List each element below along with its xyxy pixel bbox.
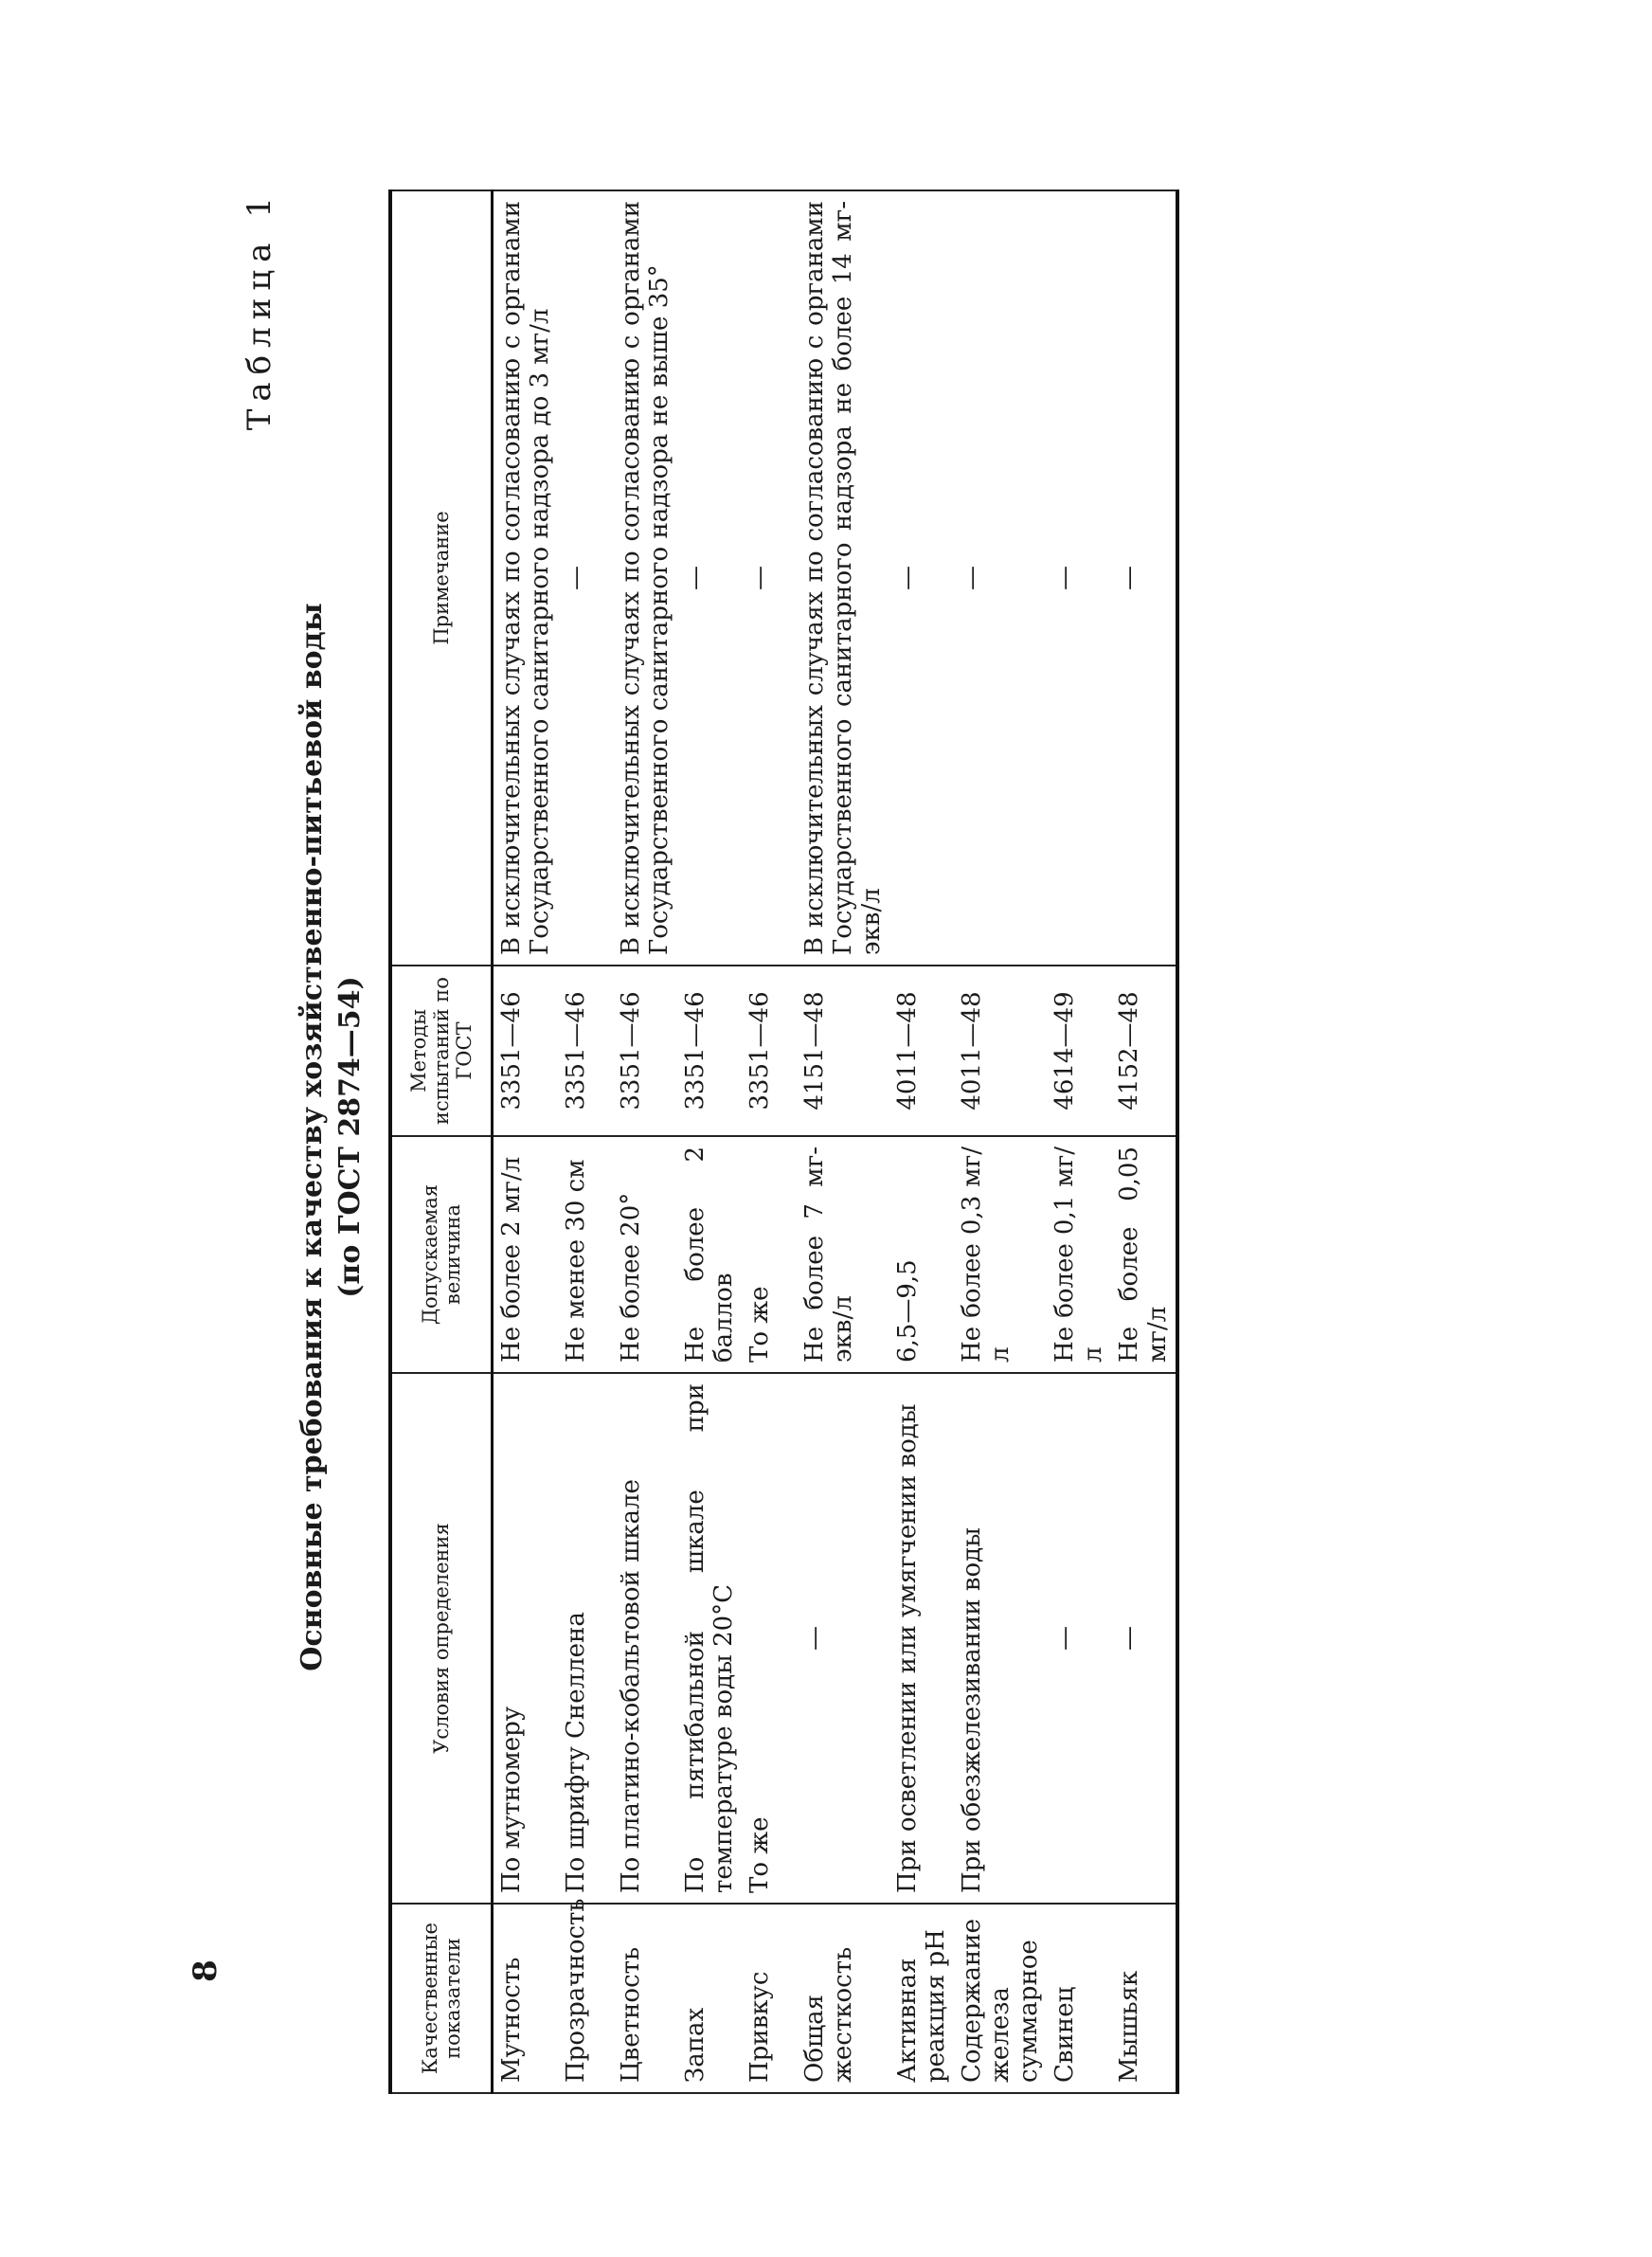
table-label: Таблица 1 — [241, 190, 278, 431]
title-line-1: Основные требования к качеству хозяйственно-питьевой воды — [296, 603, 329, 1671]
rotated-table-block — [227, 161, 1402, 2113]
cell-condition: По мутномеру — [493, 1373, 559, 1904]
cell-indicator: Запах — [677, 1904, 742, 2093]
cell-value: Не более 2 мг/л — [493, 1136, 559, 1373]
cell-method: 3351—46 — [558, 966, 613, 1136]
cell-indicator: Привкус — [742, 1904, 797, 2093]
cell-condition: По шрифту Снеллена — [558, 1373, 613, 1904]
cell-method: 4011—48 — [954, 966, 1047, 1136]
page-number: 8 — [186, 1959, 224, 1982]
cell-note: — — [1047, 190, 1111, 966]
cell-indicator: Цветность — [613, 1904, 677, 2093]
cell-method: 4614—49 — [1047, 966, 1111, 1136]
header-method: Методы испытаний по ГОСТ — [390, 966, 493, 1136]
header-condition: Условия определения — [390, 1373, 493, 1904]
table-row — [954, 190, 1047, 2093]
cell-note: — — [954, 190, 1047, 966]
cell-value: Не менее 30 см — [558, 1136, 613, 1373]
cell-indicator: Свинец — [1047, 1904, 1111, 2093]
cell-note: — — [889, 190, 954, 966]
table-row — [1111, 190, 1177, 2093]
table-row — [1047, 190, 1111, 2093]
table-header-row — [390, 190, 493, 2093]
cell-value: Не более 20° — [613, 1136, 677, 1373]
cell-condition: При обезжелезивании воды — [954, 1373, 1047, 1904]
cell-indicator: Активная реакция рН — [889, 1904, 954, 2093]
cell-method: 4011—48 — [889, 966, 954, 1136]
table-row — [613, 190, 677, 2093]
cell-indicator: Мутность — [493, 1904, 559, 2093]
cell-method: 3351—46 — [613, 966, 677, 1136]
cell-value: Не более 2 баллов — [677, 1136, 742, 1373]
cell-condition: — — [797, 1373, 889, 1904]
cell-note: В исключительных случаях по согласованию с органами Государственного санитарного надзора до 3 мг/л — [493, 190, 559, 966]
cell-value: Не более 0,05 мг/л — [1111, 1136, 1177, 1373]
cell-condition: По платино-кобальтовой шкале — [613, 1373, 677, 1904]
table-row — [742, 190, 797, 2093]
cell-condition: — — [1047, 1373, 1111, 1904]
cell-indicator: Общая жесткость — [797, 1904, 889, 2093]
table-title — [294, 161, 369, 2113]
cell-method: 3351—46 — [742, 966, 797, 1136]
cell-note: — — [677, 190, 742, 966]
table-body — [493, 190, 1178, 2093]
table-row — [889, 190, 954, 2093]
requirements-table — [388, 190, 1179, 2094]
cell-value: 6,5—9,5 — [889, 1136, 954, 1373]
cell-note: В исключительных случаях по согласованию с органами Государственного санитарного надзора не более 14 мг-экв/л — [797, 190, 889, 966]
cell-note: — — [1111, 190, 1177, 966]
cell-condition: При осветлении или умягчении воды — [889, 1373, 954, 1904]
table-row — [558, 190, 613, 2093]
title-line-2: (по ГОСТ 2874—54) — [333, 976, 367, 1298]
table-row — [493, 190, 559, 2093]
header-note: Примечание — [390, 190, 493, 966]
cell-indicator: Мышьяк — [1111, 1904, 1177, 2093]
cell-indicator: Прозрачность — [558, 1904, 613, 2093]
cell-note: В исключительных случаях по согласованию с органами Государственного санитарного надзора не выше 35° — [613, 190, 677, 966]
cell-method: 4151—48 — [797, 966, 889, 1136]
header-indicator: Качественные показатели — [390, 1904, 493, 2093]
cell-value: Не более 0,1 мг/л — [1047, 1136, 1111, 1373]
cell-indicator: Содержание железа суммарное — [954, 1904, 1047, 2093]
cell-method: 4152—48 — [1111, 966, 1177, 1136]
cell-note: — — [558, 190, 613, 966]
cell-note: — — [742, 190, 797, 966]
cell-condition: По пятибальной шкале при температуре воды 20°С — [677, 1373, 742, 1904]
table-row — [797, 190, 889, 2093]
cell-value: То же — [742, 1136, 797, 1373]
header-value: Допускаемая величина — [390, 1136, 493, 1373]
cell-value: Не более 7 мг-экв/л — [797, 1136, 889, 1373]
cell-condition: — — [1111, 1373, 1177, 1904]
cell-condition: То же — [742, 1373, 797, 1904]
cell-value: Не более 0,3 мг/л — [954, 1136, 1047, 1373]
cell-method: 3351—46 — [677, 966, 742, 1136]
table-row — [677, 190, 742, 2093]
cell-method: 3351—46 — [493, 966, 559, 1136]
